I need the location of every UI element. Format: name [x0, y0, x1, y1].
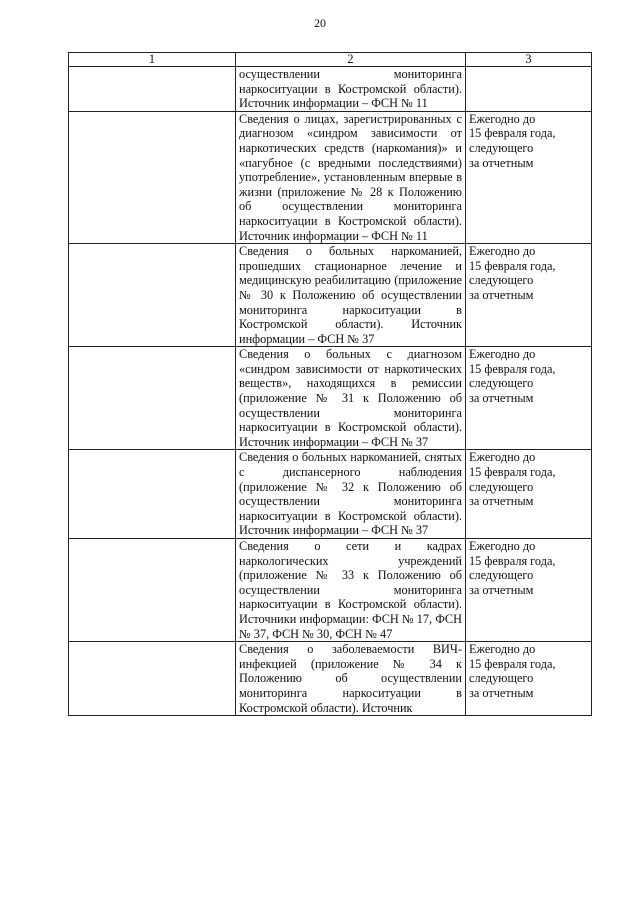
deadline-line: Ежегодно до	[469, 539, 536, 553]
deadline-line: 15 февраля года,	[469, 553, 556, 568]
deadline-line: 15 февраля года,	[469, 258, 556, 273]
deadline-line: за отчетным	[469, 685, 534, 700]
deadline-line: Ежегодно до	[469, 450, 536, 465]
row-number-cell	[69, 642, 236, 716]
row-number-cell	[69, 347, 236, 450]
row-number-cell	[69, 539, 236, 642]
deadline-line: следующего	[469, 479, 534, 494]
table-row	[69, 244, 592, 347]
column-header: 3	[466, 53, 592, 67]
table-row	[69, 111, 592, 243]
deadline-line: за отчетным	[469, 155, 534, 170]
description-cell: Сведения о больных наркоманией, прошедших стационарное лечение и медицинскую реабилитацию (приложение № 30 к Положению об осуществлении мониторинга наркоситуации в Костромской области). Источник информации – ФСН № 37	[236, 244, 466, 347]
deadline-line: следующего	[469, 568, 534, 583]
deadline-line: 15 февраля года,	[469, 361, 556, 376]
table-row	[69, 450, 592, 539]
table-row	[69, 539, 592, 642]
row-number-cell	[69, 450, 236, 539]
table-row	[69, 347, 592, 450]
description-cell: Сведения о больных с диагнозом «синдром зависимости от наркотических веществ», находящихся в ремиссии (приложение № 31 к Положению об осуществлении мониторинга наркоситуации в Костромской области). Источник информации – ФСН № 37	[236, 347, 466, 450]
table-row	[69, 67, 592, 112]
description-cell: Сведения о лицах, зарегистрированных с диагнозом «синдром зависимости от наркотических средств (наркомания)» и «пагубное (с вредными последствиями) употребление», установленным впервые в жизни (приложение № 28 к Положению об осуществлении мониторинга наркоситуации в Костромской области). Источник информации – ФСН № 11	[236, 111, 466, 243]
deadline-cell	[466, 347, 592, 450]
table-header-row	[69, 53, 592, 67]
deadline-cell	[466, 111, 592, 243]
deadline-line: за отчетным	[469, 391, 534, 406]
deadline-cell	[466, 642, 592, 716]
deadline-line: Ежегодно до	[469, 347, 536, 362]
description-cell: Сведения о сети и кадрах наркологических учреждений (приложение № 33 к Положению об осуществлении мониторинга наркоситуации в Костромской области). Источники информации: ФСН № 17, ФСН № 37, ФСН № 30, ФСН № 47	[236, 539, 466, 642]
deadline-line: за отчетным	[469, 287, 534, 302]
deadline-line: за отчетным	[469, 494, 534, 509]
row-number-cell	[69, 244, 236, 347]
deadline-line: 15 февраля года,	[469, 656, 556, 671]
deadline-line: Ежегодно до	[469, 111, 536, 126]
deadline-cell	[466, 539, 592, 642]
column-header: 2	[236, 53, 466, 67]
row-number-cell	[69, 111, 236, 243]
description-cell: Сведения о заболеваемости ВИЧ-инфекцией (приложение № 34 к Положению об осуществлении мониторинга наркоситуации в Костромской области). Источник	[236, 642, 466, 716]
deadline-line: Ежегодно до	[469, 244, 536, 259]
deadline-cell	[466, 244, 592, 347]
deadline-cell	[466, 450, 592, 539]
deadline-line: Ежегодно до	[469, 642, 536, 657]
deadline-line: 15 февраля года,	[469, 126, 556, 141]
row-number-cell	[69, 67, 236, 112]
deadline-line: следующего	[469, 671, 534, 686]
description-cell: осуществлении мониторинга наркоситуации в Костромской области). Источник информации – ФСН № 11	[236, 67, 466, 112]
deadline-cell	[466, 67, 592, 112]
page-number: 20	[314, 16, 326, 30]
monitoring-table	[68, 52, 592, 716]
deadline-line: 15 февраля года,	[469, 465, 556, 480]
description-cell: Сведения о больных наркоманией, снятых с диспансерного наблюдения (приложение № 32 к Положению об осуществлении мониторинга наркоситуации в Костромской области). Источник информации – ФСН № 37	[236, 450, 466, 539]
deadline-line: следующего	[469, 140, 534, 155]
deadline-line: следующего	[469, 273, 534, 288]
deadline-line: за отчетным	[469, 582, 534, 597]
column-header: 1	[69, 53, 236, 67]
deadline-line: следующего	[469, 376, 534, 391]
table-row	[69, 642, 592, 716]
